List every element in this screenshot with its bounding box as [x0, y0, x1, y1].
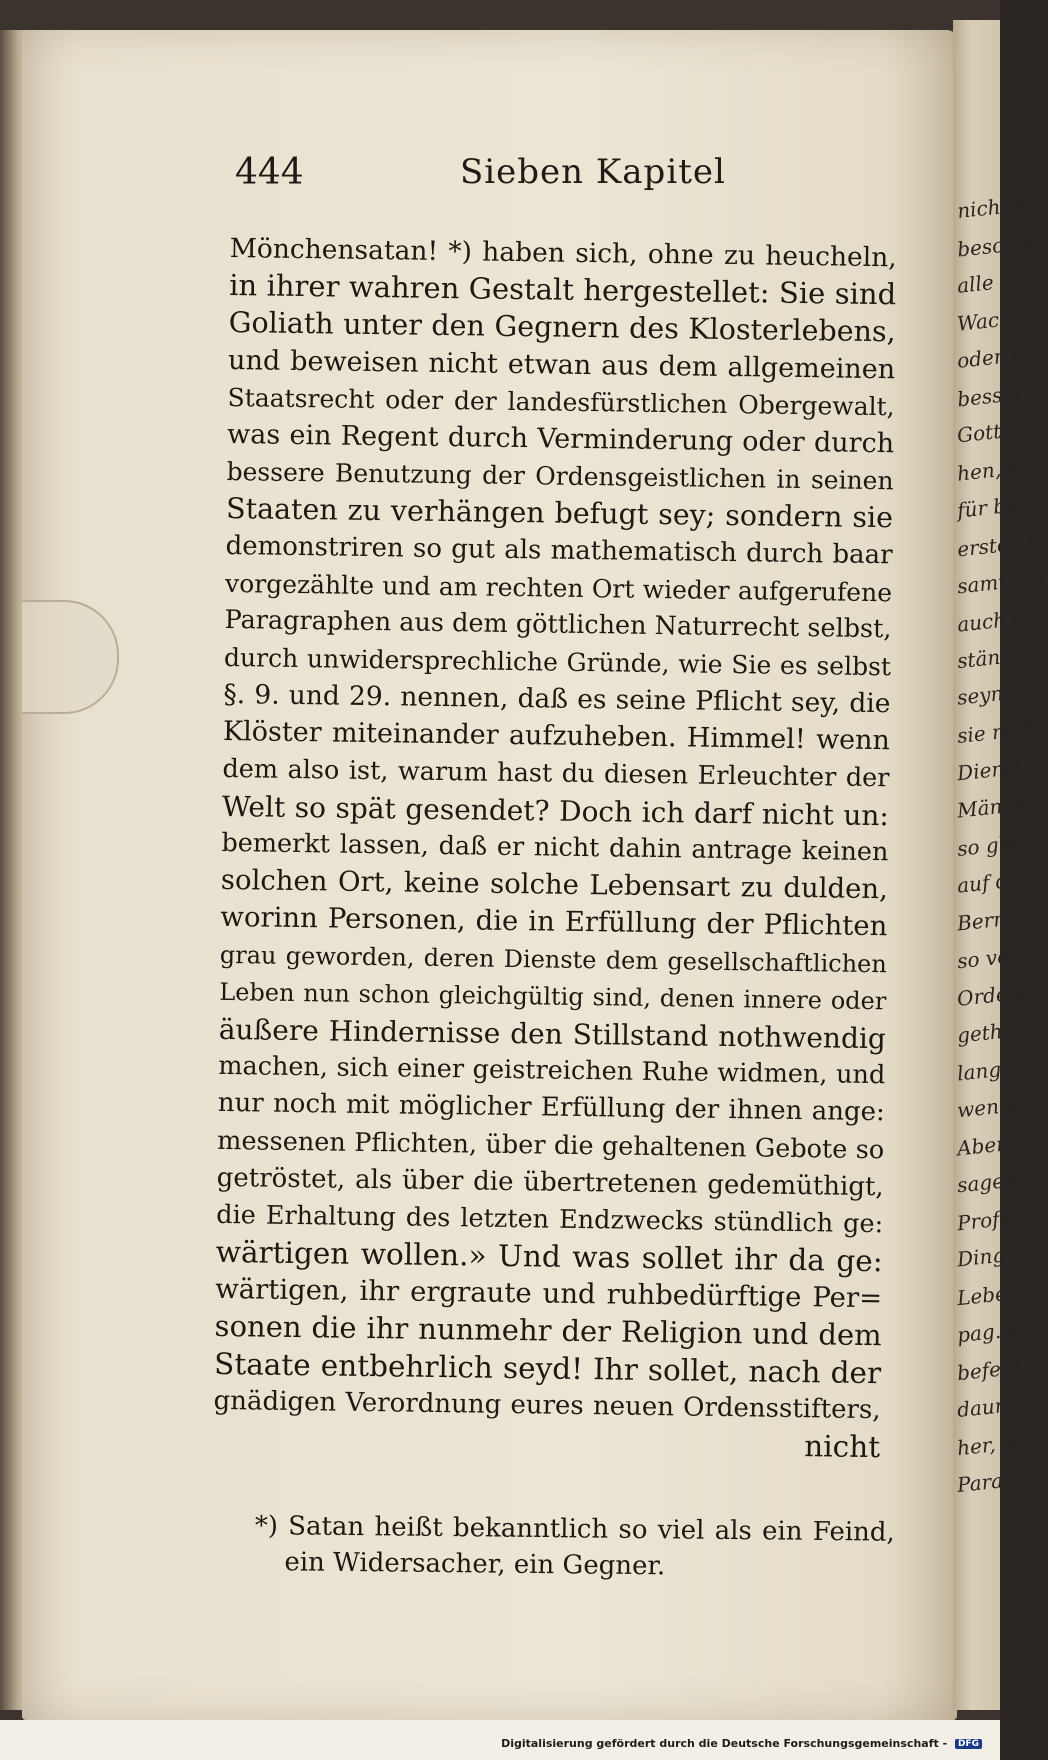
facing-page-text: nicht et: [955, 191, 1036, 223]
facing-page-text: hen, so: [955, 453, 1031, 486]
credit-text: Digitalisierung gefördert durch die Deutsche Forschungsgemeinschaft -: [501, 1737, 948, 1750]
text-line: dem also ist, warum hast du diesen Erleuchter der: [222, 753, 890, 793]
facing-page-text: Aber n: [955, 1129, 1026, 1160]
text-line: Klöster miteinander aufzuheben. Himmel! wenn: [222, 716, 891, 757]
footer-strip: [0, 1720, 1000, 1760]
facing-page-text: ständen: [955, 640, 1039, 674]
text-line: Goliath unter den Gegnern des Klosterlebens,: [228, 306, 896, 349]
text-line: machen, sich einer geistreichen Ruhe widmen, und: [218, 1051, 886, 1091]
digitization-credit: [501, 1737, 982, 1750]
facing-page-text: so verzo: [955, 940, 1042, 974]
facing-page-text: wenns: [955, 1091, 1024, 1123]
text-line: Staaten zu verhängen befugt sey; sondern sie: [225, 492, 894, 535]
facing-page-text: daure: [955, 1391, 1018, 1423]
catchword: nicht: [804, 1429, 881, 1465]
facing-page-text: Wachte: [955, 303, 1033, 336]
text-line: gnädigen Verordnung eures neuen Ordensstifters,: [213, 1385, 881, 1426]
text-line: äußere Hindernisse den Stillstand nothwendig: [218, 1012, 887, 1056]
text-line: Mönchensatan! *) haben sich, ohne zu heucheln,: [229, 232, 897, 274]
text-line: Welt so spät gesendet? Doch ich darf nicht un:: [221, 789, 890, 833]
facing-page-text: ersten G: [955, 528, 1045, 561]
facing-page-text: her, w: [955, 1429, 1021, 1460]
text-line: messenen Pflichten, über die gehaltenen Gebote so: [217, 1125, 885, 1165]
text-line: vorgezählte und am rechten Ort wieder aufgerufene: [224, 568, 893, 607]
text-line: getröstet, als über die übertretenen gedemüthigt,: [216, 1162, 884, 1202]
facing-page-text: gethan: [955, 1016, 1029, 1048]
text-line: in ihrer wahren Gestalt hergestellet: Sie sind: [228, 268, 897, 312]
text-line: grau geworden, deren Dienste dem gesellschaftlichen: [219, 940, 888, 978]
facing-page-text: so gleic: [955, 828, 1036, 861]
text-line: und beweisen nicht etwan aus dem allgemeinen: [227, 344, 896, 385]
facing-page-text: pag. 8: [955, 1316, 1022, 1348]
text-line: durch unwidersprechliche Gründe, wie Sie es selbst: [223, 643, 892, 682]
facing-page-text: sagen:: [955, 1166, 1025, 1198]
facing-page-text: Männe: [955, 791, 1029, 823]
facing-page-text: lang di: [955, 1053, 1028, 1086]
page-header: [235, 152, 905, 202]
text-line: Paragraphen aus dem göttlichen Naturrecht selbst,: [224, 604, 892, 645]
facing-page-text: Gottes: [955, 416, 1025, 448]
facing-page-text: bescheid: [955, 227, 1048, 262]
footnote-line: *) Satan heißt bekanntlich so viel als ein Feind,: [254, 1510, 895, 1548]
facing-page-text: oder Kl: [955, 341, 1032, 373]
facing-page-text: bessern,: [955, 378, 1044, 411]
facing-page-text: Ordens: [955, 978, 1032, 1011]
facing-page-text: befehl: [955, 1354, 1022, 1385]
text-line: worinn Personen, die in Erfüllung der Pflichten: [220, 901, 888, 943]
dfg-logo: DFG: [955, 1739, 982, 1749]
facing-page-text: auf der: [955, 866, 1031, 898]
facing-page-text: Ding: [955, 1242, 1007, 1272]
footnote-line: ein Widersacher, ein Gegner.: [284, 1547, 666, 1582]
facing-page-text: samt ein: [955, 565, 1045, 599]
text-line: Staatsrecht oder der landesfürstlichen Obergewalt,: [227, 382, 895, 422]
facing-page-text: alle me: [955, 266, 1032, 298]
facing-page-text: auch der: [955, 602, 1048, 637]
text-line: was ein Regent durch Verminderung oder durch: [226, 418, 895, 460]
page-fold-tab: [22, 600, 119, 714]
text-line: demonstriren so gut als mathematisch durch baar: [225, 530, 893, 570]
text-line: §. 9. und 29. nennen, daß es seine Pflicht sey, die: [223, 679, 891, 720]
text-line: solchen Ort, keine solche Lebensart zu dulden,: [220, 864, 889, 906]
facing-page-text: sie nich: [955, 715, 1037, 749]
text-line: bessere Benutzung der Ordensgeistlichen in seinen: [226, 457, 894, 496]
text-line: Staate entbehrlich seyd! Ihr sollet, nach der: [213, 1346, 882, 1390]
facing-page-text: Parag: [955, 1466, 1017, 1498]
facing-page-text: Profes: [955, 1204, 1023, 1235]
text-line: nur noch mit möglicher Erfüllung der ihnen ange:: [217, 1088, 885, 1128]
body-text: [213, 230, 897, 1466]
text-line: wärtigen, ihr ergraute und ruhbedürftige Per=: [214, 1273, 883, 1315]
facing-page-text: Bermu: [955, 904, 1027, 935]
facing-page-text: Dienst: [955, 754, 1024, 785]
text-line: wärtigen wollen.» Und was sollet ihr da ge:: [215, 1234, 883, 1279]
text-line: sonen die ihr nunmehr der Religion und dem: [214, 1309, 882, 1353]
text-line: Leben nun schon gleichgültig sind, denen innere oder: [219, 977, 887, 1015]
facing-page-fragment: [953, 20, 1048, 1710]
page-number: 444: [235, 152, 304, 193]
text-line: die Erhaltung des letzten Endzwecks stündlich ge:: [216, 1199, 884, 1240]
facing-page-text: für bes: [955, 491, 1030, 523]
text-line: bemerkt lassen, daß er nicht dahin antrage keinen: [221, 827, 889, 868]
running-title: Sieben Kapitel: [460, 152, 726, 192]
facing-page-text: seyn.: [955, 679, 1011, 710]
facing-page-text: Leben: [955, 1279, 1021, 1310]
footnote: [254, 1508, 895, 1587]
